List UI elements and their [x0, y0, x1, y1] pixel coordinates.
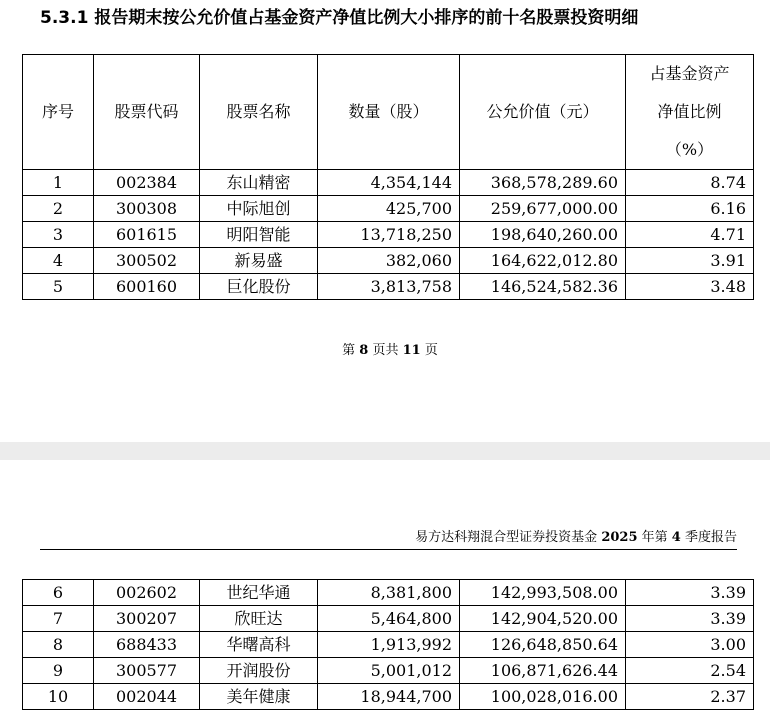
cell-fair-value: 126,648,850.64: [460, 632, 626, 658]
fund-name: 易方达科翔混合型证券投资基金: [415, 530, 598, 545]
header-seq: 序号: [23, 55, 94, 170]
cell-pct: 8.74: [626, 170, 754, 196]
cell-code: 002384: [94, 170, 200, 196]
header-fair-value: 公允价值（元）: [460, 55, 626, 170]
table-row: [23, 248, 754, 274]
cell-quantity: 5,464,800: [318, 606, 460, 632]
cell-name: 东山精密: [200, 170, 318, 196]
cell-seq: 6: [23, 580, 94, 606]
cell-code: 300577: [94, 658, 200, 684]
cell-name: 明阳智能: [200, 222, 318, 248]
header-code: 股票代码: [94, 55, 200, 170]
cell-quantity: 1,913,992: [318, 632, 460, 658]
cell-seq: 8: [23, 632, 94, 658]
section-heading: 5.3.1 报告期末按公允价值占基金资产净值比例大小排序的前十名股票投资明细: [40, 8, 639, 28]
cell-name: 世纪华通: [200, 580, 318, 606]
header-pct-line1: 占基金资产: [649, 64, 730, 83]
cell-pct: 3.91: [626, 248, 754, 274]
cell-code: 300502: [94, 248, 200, 274]
table-row: [23, 222, 754, 248]
table-row: [23, 684, 754, 710]
header-pct-line2: 净值比例: [657, 102, 722, 121]
table-body-page2: [23, 580, 754, 710]
cell-code: 300207: [94, 606, 200, 632]
cell-name: 欣旺达: [200, 606, 318, 632]
header-name: 股票名称: [200, 55, 318, 170]
cell-pct: 2.54: [626, 658, 754, 684]
table-header-row: [23, 55, 754, 170]
cell-fair-value: 259,677,000.00: [460, 196, 626, 222]
cell-name: 巨化股份: [200, 274, 318, 300]
year-suffix: 年第: [641, 530, 668, 545]
table-row: [23, 196, 754, 222]
header-pct: [626, 55, 754, 170]
cell-code: 601615: [94, 222, 200, 248]
cell-pct: 4.71: [626, 222, 754, 248]
table-row: [23, 170, 754, 196]
table-row: [23, 580, 754, 606]
cell-quantity: 382,060: [318, 248, 460, 274]
cell-pct: 3.39: [626, 580, 754, 606]
cell-fair-value: 142,904,520.00: [460, 606, 626, 632]
cell-quantity: 425,700: [318, 196, 460, 222]
cell-seq: 7: [23, 606, 94, 632]
header-pct-line3: （%）: [665, 140, 714, 159]
page-current: 8: [359, 343, 369, 358]
report-quarter: 4: [671, 530, 681, 545]
cell-fair-value: 100,028,016.00: [460, 684, 626, 710]
cell-code: 002602: [94, 580, 200, 606]
cell-seq: 2: [23, 196, 94, 222]
cell-seq: 5: [23, 274, 94, 300]
cell-quantity: 18,944,700: [318, 684, 460, 710]
cell-seq: 9: [23, 658, 94, 684]
cell-fair-value: 198,640,260.00: [460, 222, 626, 248]
page-prefix: 第: [342, 343, 356, 358]
cell-code: 688433: [94, 632, 200, 658]
cell-seq: 4: [23, 248, 94, 274]
top-ten-stocks-table: [22, 54, 754, 300]
table-row: [23, 606, 754, 632]
running-header: [40, 528, 737, 550]
cell-name: 华曙高科: [200, 632, 318, 658]
page-total: 11: [402, 343, 421, 358]
cell-name: 开润股份: [200, 658, 318, 684]
cell-quantity: 3,813,758: [318, 274, 460, 300]
cell-pct: 3.39: [626, 606, 754, 632]
cell-fair-value: 106,871,626.44: [460, 658, 626, 684]
cell-seq: 1: [23, 170, 94, 196]
header-quantity: 数量（股）: [318, 55, 460, 170]
page-suffix: 页: [424, 343, 438, 358]
table-row: [23, 274, 754, 300]
cell-pct: 2.37: [626, 684, 754, 710]
report-suffix: 季度报告: [684, 530, 737, 545]
table-body-page1: [23, 170, 754, 300]
page-middle: 页共: [372, 343, 399, 358]
cell-seq: 10: [23, 684, 94, 710]
table-row: [23, 632, 754, 658]
cell-quantity: 4,354,144: [318, 170, 460, 196]
cell-name: 美年健康: [200, 684, 318, 710]
top-ten-stocks-table-continued: [22, 579, 754, 710]
cell-quantity: 8,381,800: [318, 580, 460, 606]
cell-fair-value: 142,993,508.00: [460, 580, 626, 606]
cell-name: 中际旭创: [200, 196, 318, 222]
cell-quantity: 13,718,250: [318, 222, 460, 248]
cell-quantity: 5,001,012: [318, 658, 460, 684]
cell-pct: 3.48: [626, 274, 754, 300]
cell-fair-value: 146,524,582.36: [460, 274, 626, 300]
cell-code: 002044: [94, 684, 200, 710]
cell-code: 300308: [94, 196, 200, 222]
cell-pct: 3.00: [626, 632, 754, 658]
cell-pct: 6.16: [626, 196, 754, 222]
table-row: [23, 658, 754, 684]
page-number: [0, 341, 770, 361]
cell-fair-value: 368,578,289.60: [460, 170, 626, 196]
cell-name: 新易盛: [200, 248, 318, 274]
cell-fair-value: 164,622,012.80: [460, 248, 626, 274]
page-separator: [0, 442, 770, 460]
cell-seq: 3: [23, 222, 94, 248]
report-year: 2025: [601, 530, 638, 545]
cell-code: 600160: [94, 274, 200, 300]
